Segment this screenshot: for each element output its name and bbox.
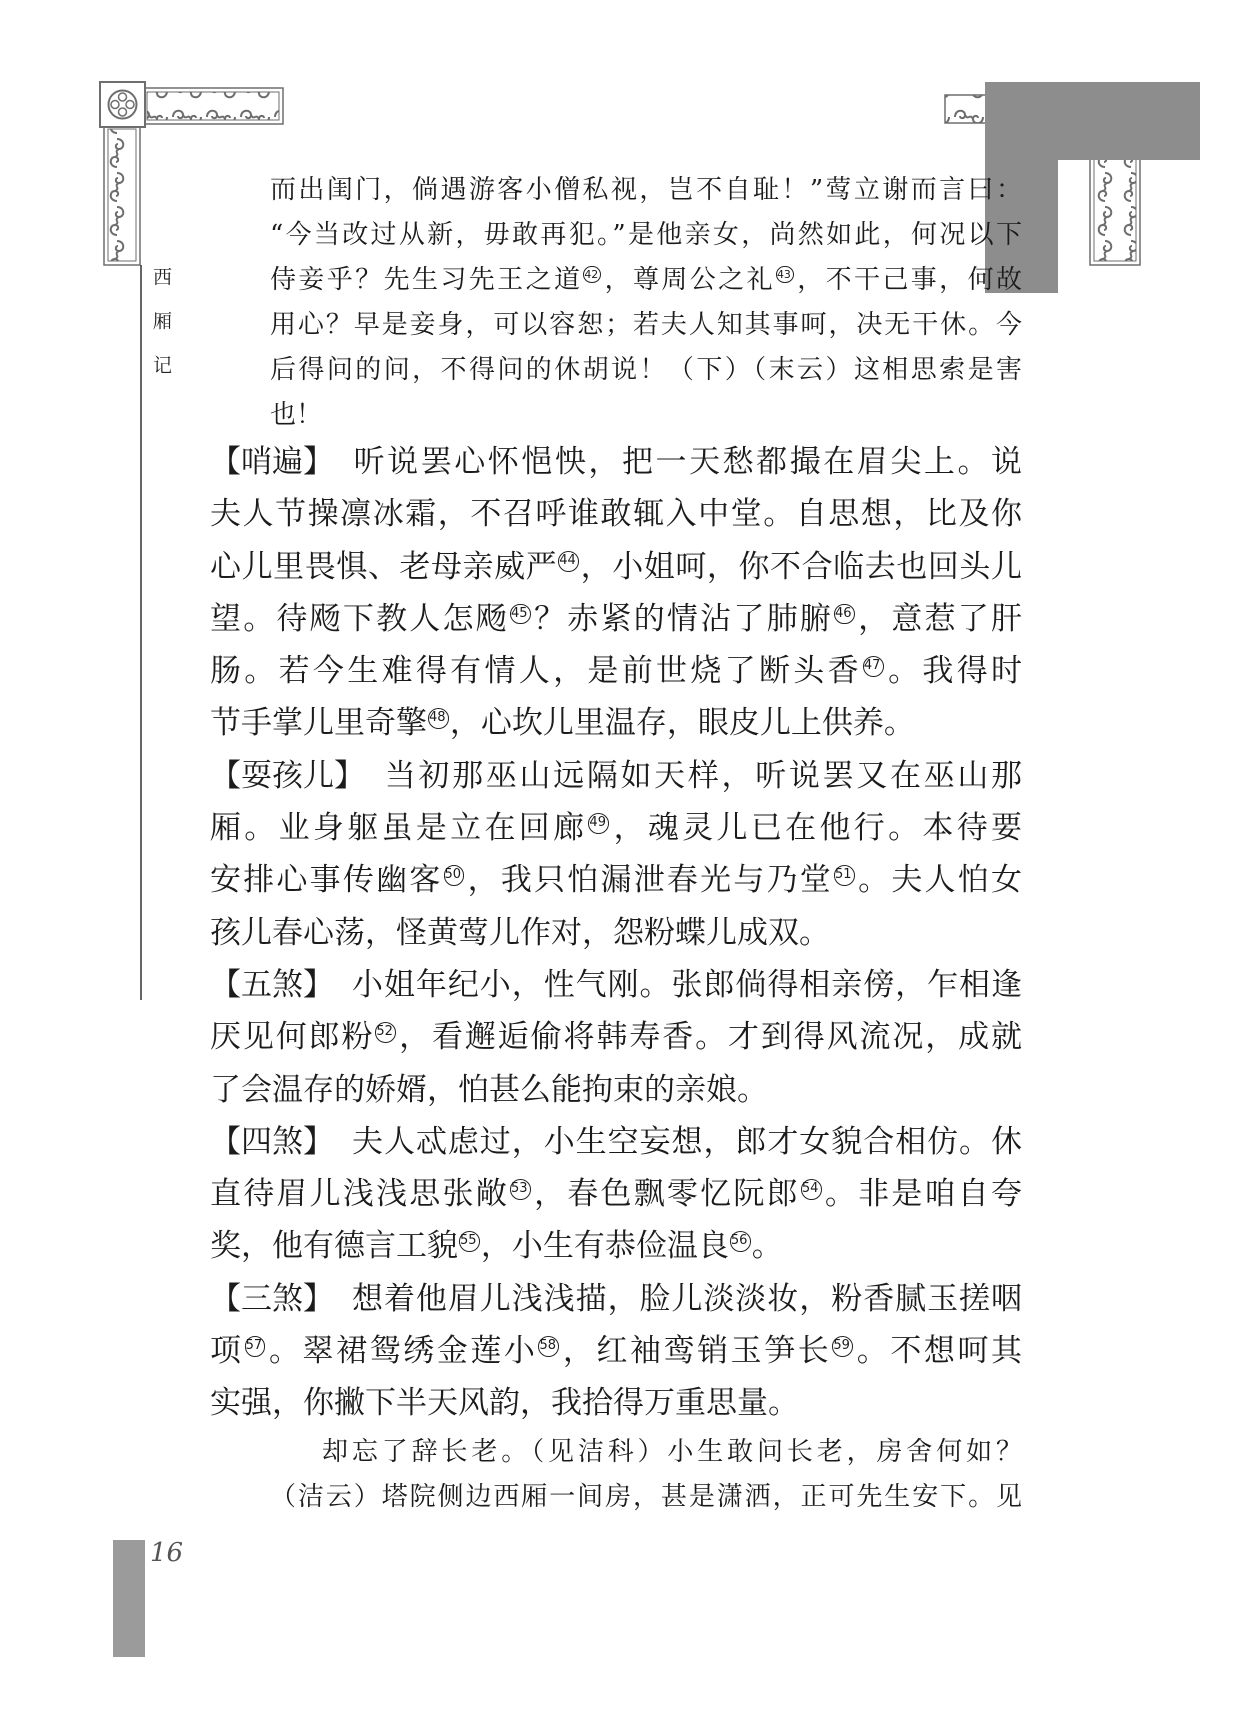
text-line: 后得问的问，不得问的休胡说！（下）（末云）这相思索是害 <box>270 355 1022 385</box>
text-line: 肠。若今生难得有情人，是前世烧了断头香 47 。我得时 <box>210 653 1022 690</box>
footnote-marker: 44 <box>558 551 579 572</box>
text-line: 用心？早是妾身，可以容恕；若夫人知其事呵，决无干休。今 <box>270 310 1022 340</box>
footnote-marker: 51 <box>834 865 855 886</box>
footnote-marker: 47 <box>863 656 884 677</box>
footnote-marker: 49 <box>588 813 609 834</box>
text-line: 夫人节操凛冰霜，不召呼谁敢辄入中堂。自思想，比及你 <box>210 496 1022 533</box>
footnote-marker: 46 <box>834 604 855 625</box>
text-line: （洁云）塔院侧边西厢一间房，甚是潇洒，正可先生安下。见 <box>270 1482 1022 1512</box>
top-left-border-ornament <box>100 82 283 265</box>
footnote-marker: 56 <box>730 1231 751 1252</box>
text-line: 望。待飏下教人怎飏 45 ？赤紧的情沾了肺腑 46 ，意惹了肝 <box>210 600 1022 637</box>
footnote-marker: 58 <box>538 1336 559 1357</box>
tune-title: 【四煞】 <box>210 1123 334 1160</box>
running-head-book-title: 西厢记 <box>150 267 172 399</box>
song-lyrics <box>210 436 1022 1430</box>
tune-title: 【三煞】 <box>210 1280 334 1317</box>
song-stanza <box>210 1116 1022 1273</box>
text-line: 了会温存的娇婿，怕甚么能拘束的亲娘。 <box>210 1071 768 1108</box>
text-line: 也！ <box>270 400 323 430</box>
text-line: 奖，他有德言工貌 55 ，小生有恭俭温良 56 。 <box>210 1228 783 1265</box>
text-line: 侍妾乎？先生习先王之道 42 ，尊周公之礼 43 ，不干己事，何故 <box>270 265 1022 295</box>
song-stanza <box>210 750 1022 959</box>
song-stanza <box>210 959 1022 1116</box>
text-line: 节手掌儿里奇擎 48 ，心坎儿里温存，眼皮儿上供养。 <box>210 705 915 742</box>
footnote-marker: 57 <box>245 1336 266 1357</box>
footnote-marker: 45 <box>510 604 531 625</box>
footnote-marker: 59 <box>832 1336 853 1357</box>
text-line: 实强，你撇下半天风韵，我拾得万重思量。 <box>210 1385 799 1422</box>
footnote-marker: 52 <box>375 1022 396 1043</box>
tune-title: 【五煞】 <box>210 966 334 1003</box>
footnote-marker: 53 <box>510 1179 531 1200</box>
footnote-marker: 42 <box>583 266 601 284</box>
text-line: 厌见何郎粉 52 ，看邂逅偷将韩寿香。才到得风流况，成就 <box>210 1019 1022 1056</box>
footnote-marker: 54 <box>801 1179 822 1200</box>
text-line: 孩儿春心荡，怪黄莺儿作对，怨粉蝶儿成双。 <box>210 914 830 951</box>
prose-passage-top <box>270 168 1022 438</box>
text-line: 【耍孩儿】 当初那巫山远隔如天样，听说罢又在巫山那 <box>210 750 1022 802</box>
text-line: 【五煞】 小姐年纪小，性气刚。张郎倘得相亲傍，乍相逢 <box>210 959 1022 1011</box>
song-stanza <box>210 436 1022 750</box>
prose-passage-bottom <box>270 1430 1022 1520</box>
text-line: 而出闺门，倘遇游客小僧私视，岂不自耻！”莺立谢而言曰： <box>270 175 1022 205</box>
footnote-marker: 55 <box>459 1231 480 1252</box>
text-line: 厢。业身躯虽是立在回廊 49 ，魂灵儿已在他行。本待要 <box>210 810 1022 847</box>
text-line: 项 57 。翠裙鸳绣金莲小 58 ，红袖鸾销玉笋长 59 。不想呵其 <box>210 1333 1022 1370</box>
text-line: 直待眉儿浅浅思张敞 53 ，春色飘零忆阮郎 54 。非是咱自夸 <box>210 1176 1022 1213</box>
text-line: 【三煞】 想着他眉儿浅浅描，脸儿淡淡妆，粉香腻玉搓咽 <box>210 1273 1022 1325</box>
footnote-marker: 48 <box>428 708 449 729</box>
tune-title: 【哨遍】 <box>210 444 334 480</box>
tune-title: 【耍孩儿】 <box>210 757 365 794</box>
text-line: 安排心事传幽客 50 ，我只怕漏泄春光与乃堂 51 。夫人怕女 <box>210 862 1022 899</box>
text-line: 却忘了辞长老。（见洁科）小生敢问长老，房舍何如？ <box>322 1437 1022 1467</box>
text-line: “今当改过从新，毋敢再犯。”是他亲女，尚然如此，何况以下 <box>270 220 1022 250</box>
text-line: 心儿里畏惧、老母亲威严 44 ，小姐呵，你不合临去也回头儿 <box>210 548 1022 585</box>
footnote-marker: 43 <box>776 266 794 284</box>
text-line: 【哨遍】 听说罢心怀悒怏，把一天愁都撮在眉尖上。说 <box>210 436 1022 488</box>
song-stanza <box>210 1273 1022 1430</box>
page-number: 16 <box>150 1538 184 1568</box>
footnote-marker: 50 <box>444 865 465 886</box>
text-line: 【四煞】 夫人忒虑过，小生空妄想，郎才女貌合相仿。休 <box>210 1116 1022 1168</box>
gray-tab-block-bottom <box>113 1540 145 1657</box>
